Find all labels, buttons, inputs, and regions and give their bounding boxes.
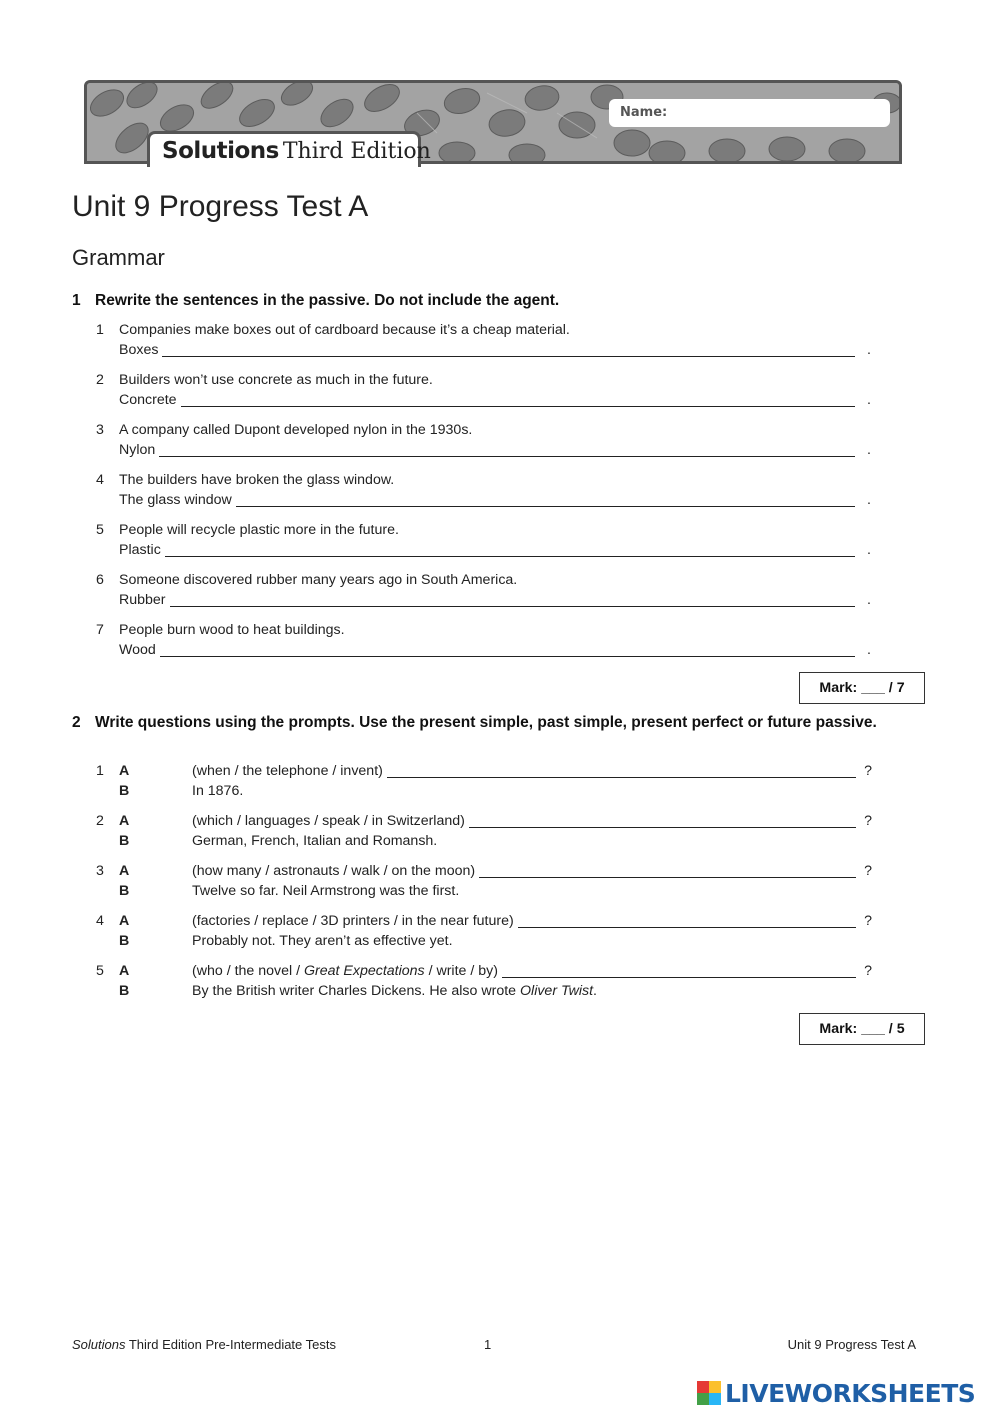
question-row xyxy=(192,761,872,781)
question-row xyxy=(192,861,872,881)
question-mark: ? xyxy=(864,763,872,779)
question-row xyxy=(192,811,872,831)
answer-start: Concrete xyxy=(119,392,177,408)
answer-line[interactable] xyxy=(479,861,856,878)
answer-line[interactable] xyxy=(162,340,855,357)
item-prompt: People will recycle plastic more in the future. xyxy=(119,522,399,538)
brand-edition: Third Edition xyxy=(282,139,431,164)
answer-line[interactable] xyxy=(236,490,855,507)
item-prompt: People burn wood to heat buildings. xyxy=(119,622,345,638)
answer-text: Probably not. They aren’t as effective yet. xyxy=(192,933,453,949)
answer-line[interactable] xyxy=(181,390,855,407)
answer-line[interactable] xyxy=(165,540,855,557)
answer-row xyxy=(119,440,871,460)
item-prompt: Companies make boxes out of cardboard because it’s a cheap material. xyxy=(119,322,570,338)
speaker-b-label: B xyxy=(119,783,130,799)
answer-text: German, French, Italian and Romansh. xyxy=(192,833,438,849)
brand-name: Solutions xyxy=(162,138,279,164)
speaker-a-label: A xyxy=(119,913,130,929)
liveworksheets-logo-icon xyxy=(697,1381,721,1405)
q1-mark-box: Mark: ___ / 7 xyxy=(799,672,925,704)
item-number: 1 xyxy=(96,763,104,779)
answer-row xyxy=(119,390,871,410)
answer-row xyxy=(119,640,871,660)
period-mark: . xyxy=(867,542,871,558)
answer-start: Nylon xyxy=(119,442,156,458)
q1-number: 1 xyxy=(72,292,81,309)
question-row xyxy=(192,911,872,931)
answer-line[interactable] xyxy=(518,911,856,928)
name-field-label: Name: xyxy=(609,99,890,127)
page-number: 1 xyxy=(484,1337,492,1352)
item-number: 1 xyxy=(96,322,104,338)
answer-row xyxy=(119,490,871,510)
answer-line[interactable] xyxy=(160,640,855,657)
speaker-a-label: A xyxy=(119,813,130,829)
speaker-a-label: A xyxy=(119,763,130,779)
speaker-b-label: B xyxy=(119,983,130,999)
question-prompt: (who / the novel / Great Expectations / write / by) xyxy=(192,963,498,979)
answer-start: The glass window xyxy=(119,492,232,508)
answer-row xyxy=(119,590,871,610)
q2-number: 2 xyxy=(72,714,81,731)
speaker-b-label: B xyxy=(119,833,130,849)
answer-start: Plastic xyxy=(119,542,161,558)
answer-row xyxy=(119,540,871,560)
answer-text: Twelve so far. Neil Armstrong was the first. xyxy=(192,883,460,899)
q2-instruction: Write questions using the prompts. Use the present simple, past simple, present perfect or future passive. xyxy=(95,714,877,731)
question-prompt: (which / languages / speak / in Switzerland) xyxy=(192,813,465,829)
item-prompt: Someone discovered rubber many years ago in South America. xyxy=(119,572,518,588)
footer-right: Unit 9 Progress Test A xyxy=(787,1337,916,1352)
question-mark: ? xyxy=(864,963,872,979)
answer-start: Rubber xyxy=(119,592,166,608)
liveworksheets-wordmark: LIVEWORKSHEETS xyxy=(725,1378,976,1408)
item-number: 3 xyxy=(96,863,104,879)
period-mark: . xyxy=(867,342,871,358)
q2-mark-box: Mark: ___ / 5 xyxy=(799,1013,925,1045)
answer-line[interactable] xyxy=(170,590,855,607)
period-mark: . xyxy=(867,392,871,408)
answer-line[interactable] xyxy=(469,811,856,828)
item-number: 5 xyxy=(96,522,104,538)
answer-text: By the British writer Charles Dickens. He also wrote Oliver Twist. xyxy=(192,983,597,999)
period-mark: . xyxy=(867,592,871,608)
question-mark: ? xyxy=(864,813,872,829)
speaker-b-label: B xyxy=(119,933,130,949)
answer-line[interactable] xyxy=(387,761,856,778)
question-mark: ? xyxy=(864,863,872,879)
period-mark: . xyxy=(867,492,871,508)
speaker-a-label: A xyxy=(119,963,130,979)
speaker-b-label: B xyxy=(119,883,130,899)
footer-left: Solutions Third Edition Pre-Intermediate Tests xyxy=(72,1337,336,1352)
item-prompt: Builders won’t use concrete as much in the future. xyxy=(119,372,433,388)
question-prompt: (how many / astronauts / walk / on the moon) xyxy=(192,863,476,879)
answer-row xyxy=(119,340,871,360)
liveworksheets-watermark[interactable] xyxy=(697,1378,975,1408)
item-prompt: The builders have broken the glass window. xyxy=(119,472,395,488)
question-mark: ? xyxy=(864,913,872,929)
item-number: 6 xyxy=(96,572,104,588)
answer-line[interactable] xyxy=(159,440,855,457)
question-prompt: (when / the telephone / invent) xyxy=(192,763,383,779)
q1-instruction: Rewrite the sentences in the passive. Do not include the agent. xyxy=(95,292,560,309)
item-number: 2 xyxy=(96,813,104,829)
answer-start: Boxes xyxy=(119,342,159,358)
section-heading: Grammar xyxy=(72,245,165,270)
item-number: 4 xyxy=(96,913,104,929)
question-row xyxy=(192,961,872,981)
period-mark: . xyxy=(867,442,871,458)
item-number: 3 xyxy=(96,422,104,438)
speaker-a-label: A xyxy=(119,863,130,879)
item-number: 5 xyxy=(96,963,104,979)
item-number: 7 xyxy=(96,622,104,638)
brand-tab xyxy=(147,131,431,167)
answer-text: In 1876. xyxy=(192,783,244,799)
question-prompt: (factories / replace / 3D printers / in the near future) xyxy=(192,913,514,929)
period-mark: . xyxy=(867,642,871,658)
item-number: 2 xyxy=(96,372,104,388)
answer-line[interactable] xyxy=(502,961,856,978)
item-prompt: A company called Dupont developed nylon in the 1930s. xyxy=(119,422,473,438)
page-title: Unit 9 Progress Test A xyxy=(72,190,369,223)
answer-start: Wood xyxy=(119,642,156,658)
item-number: 4 xyxy=(96,472,104,488)
